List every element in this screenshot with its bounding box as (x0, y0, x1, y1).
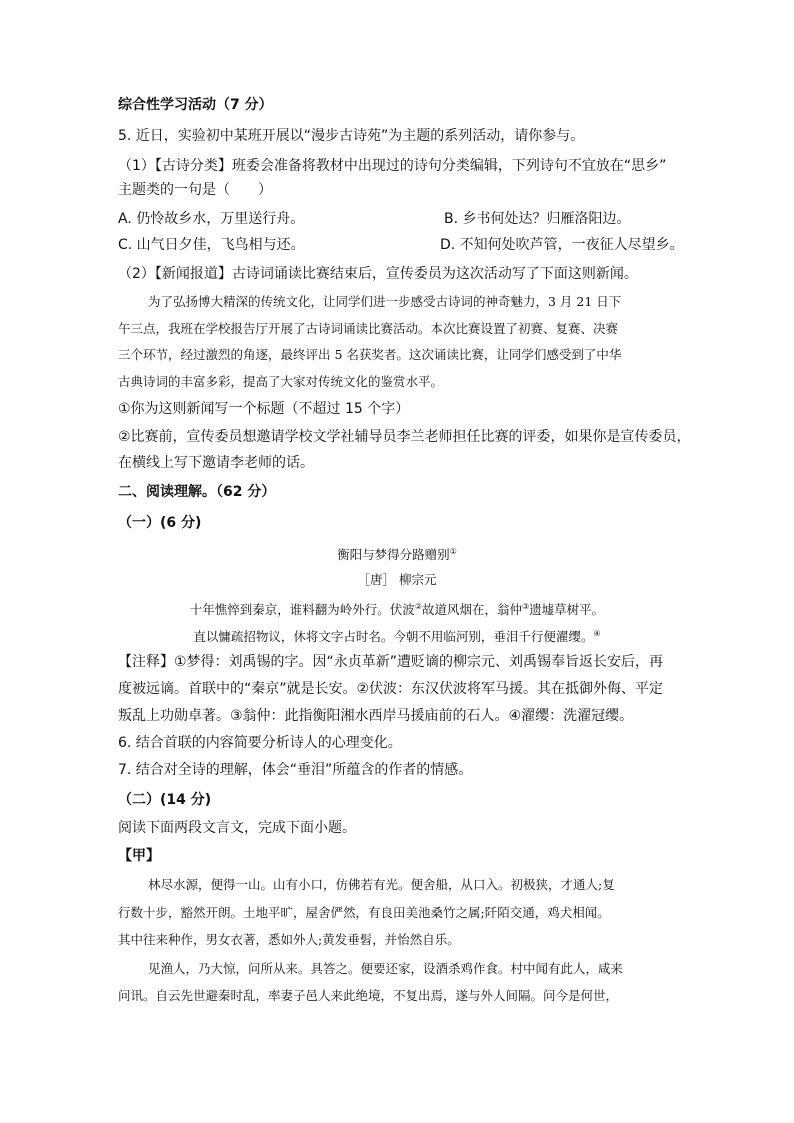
news-line-1: 为了弘扬博大精深的传统文化，让同学们进一步感受古诗词的神奇魅力，3 月 21 日下 (148, 294, 622, 309)
passage-jia-line-3: 其中往来种作，男女衣著，悉如外人;黄发垂髫，并怡然自乐。 (118, 932, 460, 947)
annotation-line-2: 度被远谪。首联中的“秦京”就是长安。②伏波：东汉伏波将军马援。其在抵御外侮、平定 (118, 681, 664, 697)
section-title-comprehensive: 综合性学习活动（7 分） (118, 97, 273, 113)
question-5-2: （2）【新闻报道】古诗词诵读比赛结束后，宣传委员为这次活动写了下面这则新闻。 (118, 266, 638, 282)
option-a: A. 仍怜故乡水，万里送行舟。 (118, 211, 305, 227)
sub-question-1: ①你为这则新闻写一个标题（不超过 15 个字） (118, 401, 410, 417)
option-c: C. 山气日夕佳，飞鸟相与还。 (118, 237, 305, 253)
section-title-reading: 二、阅读理解。（62 分） (118, 484, 276, 500)
poem-line-2: 直以慵疏招物议，休将文字占时名。今朝不用临河别，垂泪千行便濯缨。④ (193, 629, 601, 645)
part-1-title: （一）(6 分) (118, 515, 202, 531)
part-2-intro: 阅读下面两段文言文，完成下面小题。 (118, 820, 356, 836)
poem-title: 衡阳与梦得分路赠别① (337, 547, 457, 563)
news-line-2: 午三点，我班在学校报告厅开展了古诗词诵读比赛活动。本次比赛设置了初赛、复赛、决赛 (118, 321, 619, 336)
sub-question-2-line1: ②比赛前，宣传委员想邀请学校文学社辅导员李兰老师担任比赛的评委，如果你是宣传委员， (118, 429, 691, 445)
annotation-line-3: 叛乱上功勋卓著。③翁仲：此指衡阳湘水西岸马援庙前的石人。④濯缨：洗濯冠缨。 (118, 708, 634, 724)
passage-jia-line-2: 行数十步，豁然开朗。土地平旷，屋舍俨然，有良田美池桑竹之属;阡陌交通，鸡犬相闻。 (118, 905, 610, 920)
sub-question-2-line2: 在横线上写下邀请李老师的话。 (118, 455, 314, 471)
question-5-1-line2: 主题类的一句是（ ） (118, 182, 272, 198)
passage-jia-line-1: 林尽水源，便得一山。山有小口，仿佛若有光。便舍船，从口入。初极狭，才通人;复 (148, 877, 615, 892)
option-b: B. 乡书何处达？归雁洛阳边。 (444, 211, 631, 227)
news-line-3: 三个环节，经过激烈的角逐，最终评出 5 名获奖者。这次诵读比赛，让同学们感受到了中华 (118, 347, 622, 362)
option-d: D. 不知何处吹芦管，一夜征人尽望乡。 (440, 237, 684, 253)
passage-jia-line-5: 问讯。自云先世避秦时乱，率妻子邑人来此绝境，不复出焉，遂与外人间隔。问今是何世， (118, 988, 619, 1003)
question-6: 6. 结合首联的内容简要分析诗人的心理变化。 (118, 735, 402, 751)
question-5: 5. 近日，实验初中某班开展以“漫步古诗苑”为主题的系列活动，请你参与。 (118, 128, 585, 144)
news-line-4: 古典诗词的丰富多彩，提高了大家对传统文化的鉴赏水平。 (118, 374, 444, 389)
poem-line-1: 十年憔悴到秦京，谁料翻为岭外行。伏波②故道风烟在，翁仲③遗墟草树平。 (189, 602, 605, 618)
passage-jia-line-4: 见渔人，乃大惊，问所从来。具答之。便要还家，设酒杀鸡作食。村中闻有此人，咸来 (148, 961, 624, 976)
poem-author: ［唐］ 柳宗元 (357, 572, 437, 587)
part-2-title: （二）(14 分) (118, 792, 212, 808)
question-5-1-line1: （1）【古诗分类】班委会准备将教材中出现过的诗句分类编辑，下列诗句不宜放在“思乡” (118, 158, 667, 174)
annotation-line-1: 【注释】①梦得：刘禹锡的字。因“永贞革新”遭贬谪的柳宗元、刘禹锡奉旨返长安后，再 (118, 654, 664, 670)
question-7: 7. 结合对全诗的理解，体会“垂泪”所蕴含的作者的情感。 (118, 762, 473, 778)
passage-jia-label: 【甲】 (118, 848, 160, 864)
